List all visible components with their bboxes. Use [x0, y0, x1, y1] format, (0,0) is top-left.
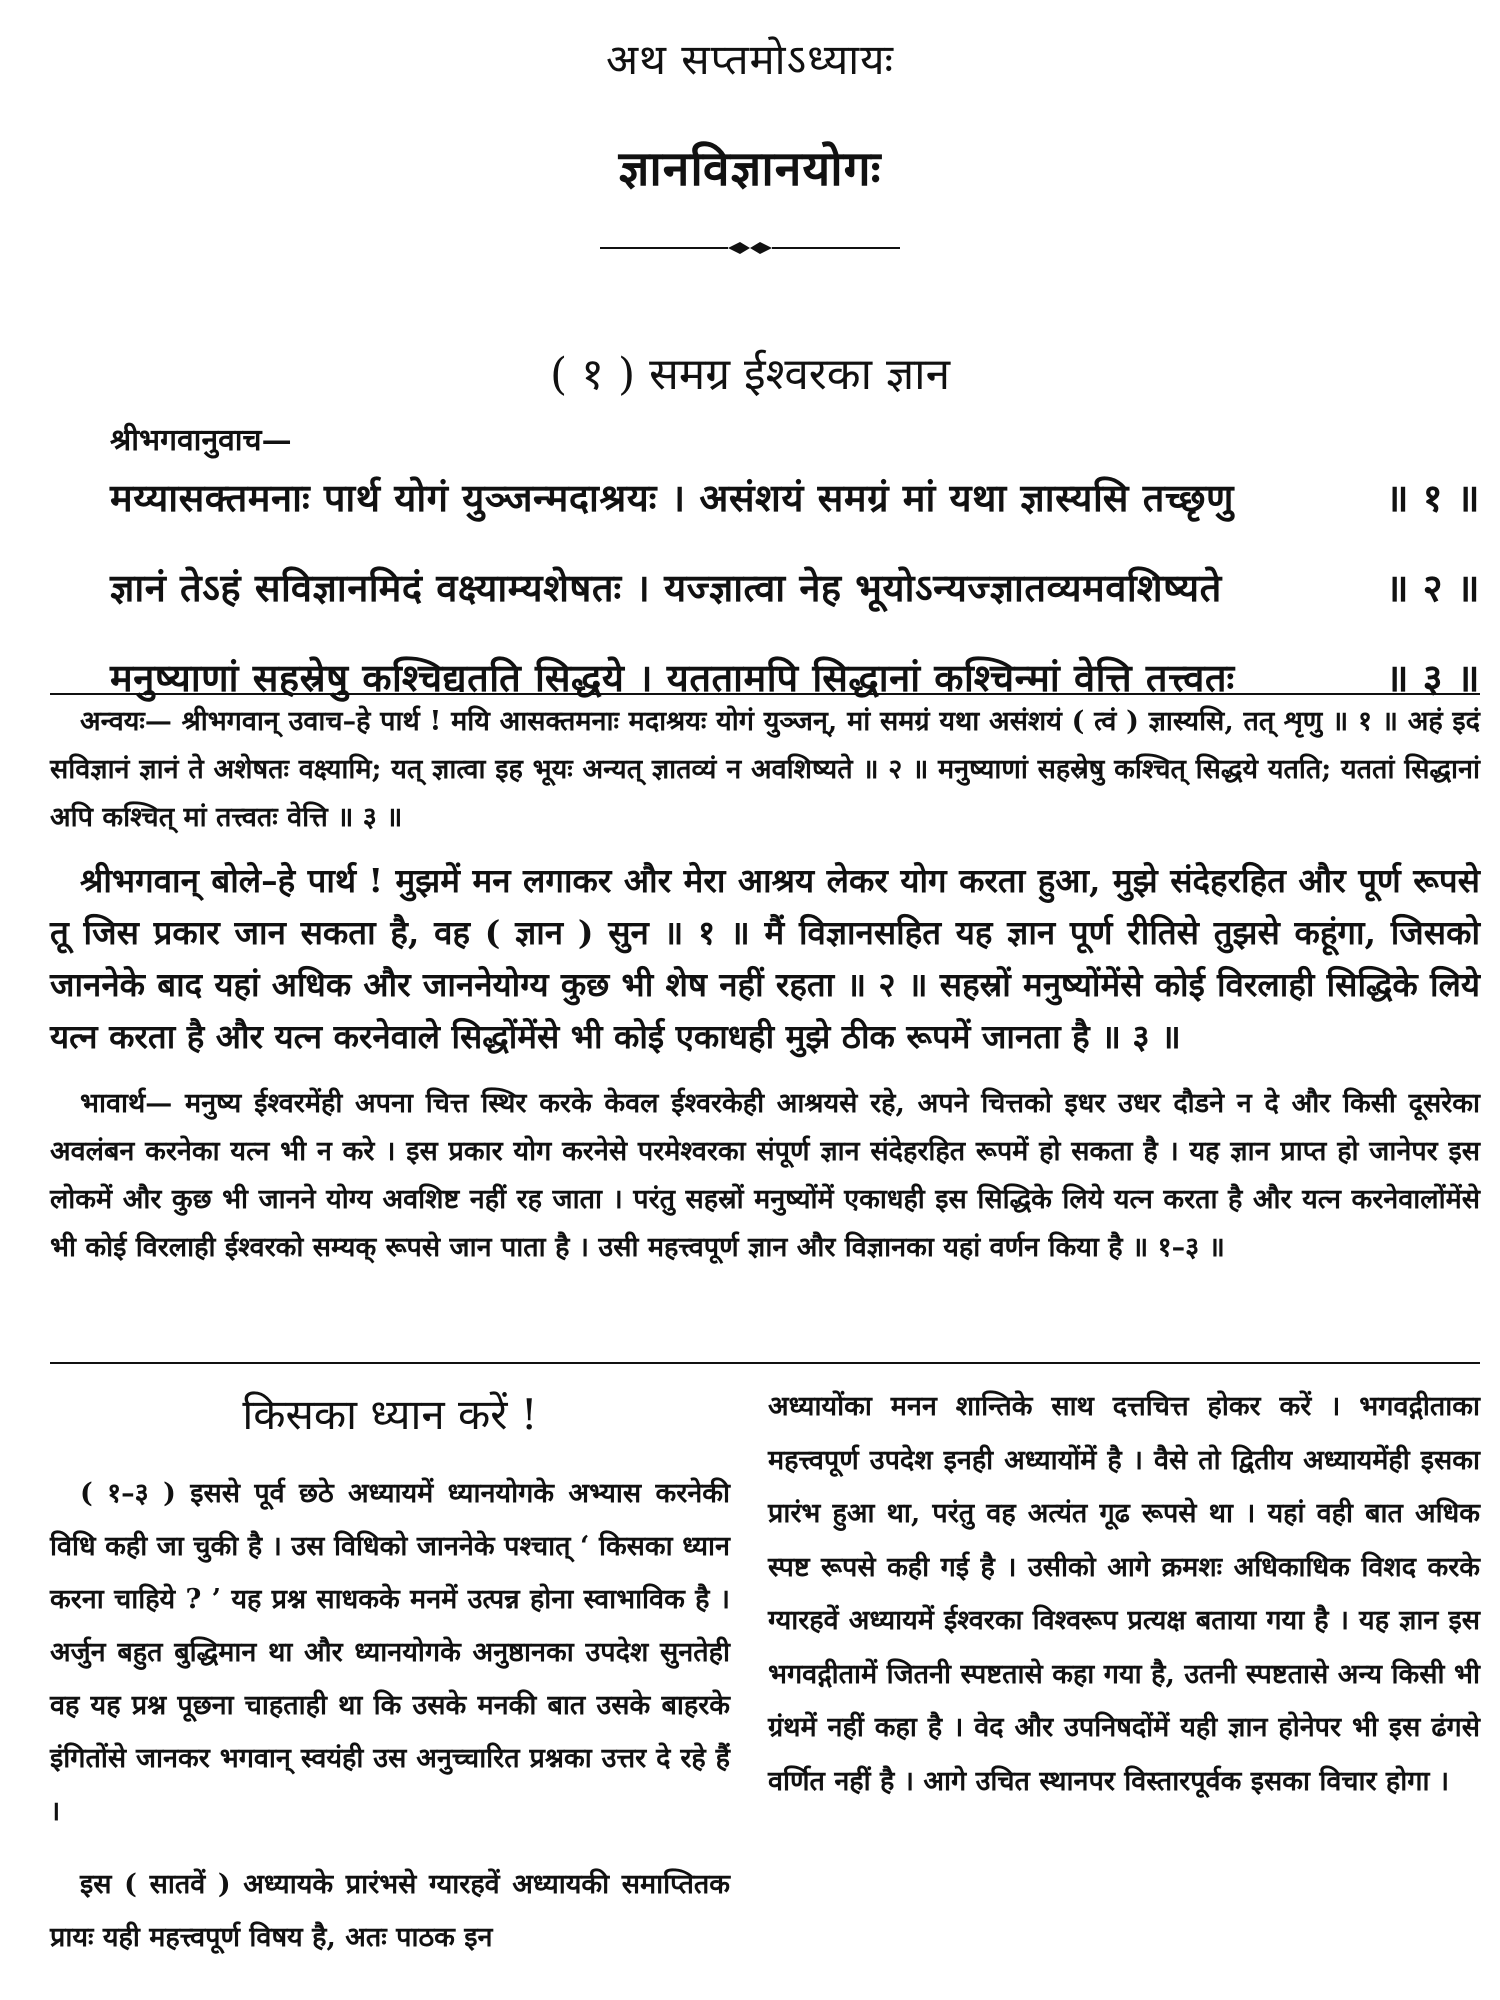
- speaker-label: श्रीभगवानुवाच—: [110, 423, 292, 458]
- verse-line: [110, 468, 1480, 558]
- verse-line: [110, 558, 1480, 648]
- translation-paragraph: श्रीभगवान् बोले–हे पार्थ ! मुझमें मन लगाकर और मेरा आश्रय लेकर योग करता हुआ, मुझे संदेहरहित और पूर्ण रूपसे तू जिस प्रकार जान सकता है, वह ( ज्ञान ) सुन ॥ १ ॥ मैं विज्ञानसहित यह ज्ञान पूर्ण रीतिसे तुझसे कहूंगा, जिसको जाननेके बाद यहां अधिक और जाननेयोग्य कुछ भी शेष नहीं रहता ॥ २ ॥ सहस्रों मनुष्योंमेंसे कोई विरलाही सिद्धिके लिये यत्न करता है और यत्न करनेवाले सिद्धोंमेंसे भी कोई एकाधही मुझे ठीक रूपमें जानता है ॥ ३ ॥: [50, 861, 1480, 1056]
- verse-number: ॥ २ ॥: [1385, 565, 1480, 610]
- column-heading: किसका ध्यान करें !: [242, 1390, 538, 1439]
- section-heading: ( १ ) समग्र ईश्वरका ज्ञान: [550, 349, 950, 400]
- verse-text: ज्ञानं तेऽहं सविज्ञानमिदं वक्ष्याम्यशेषतः । यज्ज्ञात्वा नेह भूयोऽन्यज्ज्ञातव्यमवशिष्यते: [110, 565, 1222, 610]
- column-paragraph: इस ( सातवें ) अध्यायके प्रारंभसे ग्यारहवें अध्यायकी समाप्तितक प्रायः यही महत्त्वपूर्ण विषय है, अतः पाठक इन: [50, 1869, 730, 1953]
- anvaya-paragraph: [50, 698, 1480, 842]
- column-paragraph: ( १–३ ) इससे पूर्व छठे अध्यायमें ध्यानयोगके अभ्यास करनेकी विधि कही जा चुकी है । उस विधिको जाननेके पश्चात् ‘ किसका ध्यान करना चाहिये ? ’ यह प्रश्न साधकके मनमें उत्पन्न होना स्वाभाविक है । अर्जुन बहुत बुद्धिमान था और ध्यानयोगके अनुष्ठानका उपदेश सुनतेही वह यह प्रश्न पूछना चाहताही था कि उसके मनकी बात उसके बाहरके इंगितोंसे जानकर भगवान् स्वयंही उस अनुच्चारित प्रश्नका उत्तर दे रहे हैं ।: [50, 1478, 730, 1827]
- right-column: [768, 1380, 1480, 1828]
- chapter-label: अथ सप्तमोऽध्यायः: [605, 35, 895, 84]
- column-paragraph: अध्यायोंका मनन शान्तिके साथ दत्तचित्त होकर करें । भगवद्गीताका महत्त्वपूर्ण उपदेश इनही अध्यायोंमें है । वैसे तो द्वितीय अध्यायमेंही इसका प्रारंभ हुआ था, परंतु वह अत्यंत गूढ रूपसे था । यहां वही बात अधिक स्पष्ट रूपसे कही गई है । उसीको आगे क्रमशः अधिकाधिक विशद करके ग्यारहवें अध्यायमें ईश्वरका विश्वरूप प्रत्यक्ष बताया गया है । यह ज्ञान इस भगवद्गीतामें जितनी स्पष्टतासे कहा गया है, उतनी स्पष्टतासे अन्य किसी भी ग्रंथमें नहीं कहा है । वेद और उपनिषदोंमें यही ज्ञान होनेपर भी इस ढंगसे वर्णित नहीं है । आगे उचित स्थानपर विस्तारपूर्वक इसका विचार होगा ।: [768, 1391, 1480, 1797]
- anvaya-label: अन्वयः—: [80, 706, 172, 737]
- chapter-title: ज्ञानविज्ञानयोगः: [618, 141, 882, 197]
- divider-rule: [50, 1362, 1480, 1364]
- left-column: [50, 1385, 730, 1984]
- bhavartha-label: भावार्थ—: [80, 1088, 173, 1119]
- verse-number: ॥ ३ ॥: [1385, 655, 1480, 700]
- bhavartha-text: मनुष्य ईश्वरमेंही अपना चित्त स्थिर करके केवल ईश्वरकेही आश्रयसे रहे, अपने चित्तको इधर उधर दौडने न दे और किसी दूसरेका अवलंबन करनेका यत्न भी न करे । इस प्रकार योग करनेसे परमेश्वरका संपूर्ण ज्ञान संदेहरहित रूपमें हो सकता है । यह ज्ञान प्राप्त हो जानेपर इस लोकमें और कुछ भी जानने योग्य अवशिष्ट नहीं रह जाता । परंतु सहस्रों मनुष्योंमें एकाधही इस सिद्धिके लिये यत्न करता है और यत्न करनेवालोंमेंसे भी कोई विरलाही ईश्वरको सम्यक् रूपसे जान पाता है । उसी महत्त्वपूर्ण ज्ञान और विज्ञानका यहां वर्णन किया है ॥ १–३ ॥: [50, 1088, 1481, 1263]
- verse-number: ॥ १ ॥: [1385, 475, 1480, 520]
- anvaya-text: श्रीभगवान् उवाच–हे पार्थ ! मयि आसक्तमनाः मदाश्रयः योगं युञ्जन्, मां समग्रं यथा असंशयं ( त्वं ) ज्ञास्यसि, तत् शृणु ॥ १ ॥ अहं इदं सविज्ञानं ज्ञानं ते अशेषतः वक्ष्यामि; यत् ज्ञात्वा इह भूयः अन्यत् ज्ञातव्यं न अवशिष्यते ॥ २ ॥ मनुष्याणां सहस्रेषु कश्चित् सिद्धये यतति; यततां सिद्धानां अपि कश्चित् मां तत्त्वतः वेत्ति ॥ ३ ॥: [50, 706, 1481, 833]
- verse-text: मय्यासक्तमनाः पार्थ योगं युञ्जन्मदाश्रयः । असंशयं समग्रं मां यथा ज्ञास्यसि तच्छृणु: [110, 475, 1234, 520]
- ornament-divider: [600, 238, 900, 258]
- verse-text: मनुष्याणां सहस्रेषु कश्चिद्यतति सिद्धये । यततामपि सिद्धानां कश्चिन्मां वेत्ति तत्त्वतः: [110, 655, 1235, 700]
- divider-rule: [50, 693, 1480, 695]
- bhavartha-paragraph: [50, 1080, 1480, 1272]
